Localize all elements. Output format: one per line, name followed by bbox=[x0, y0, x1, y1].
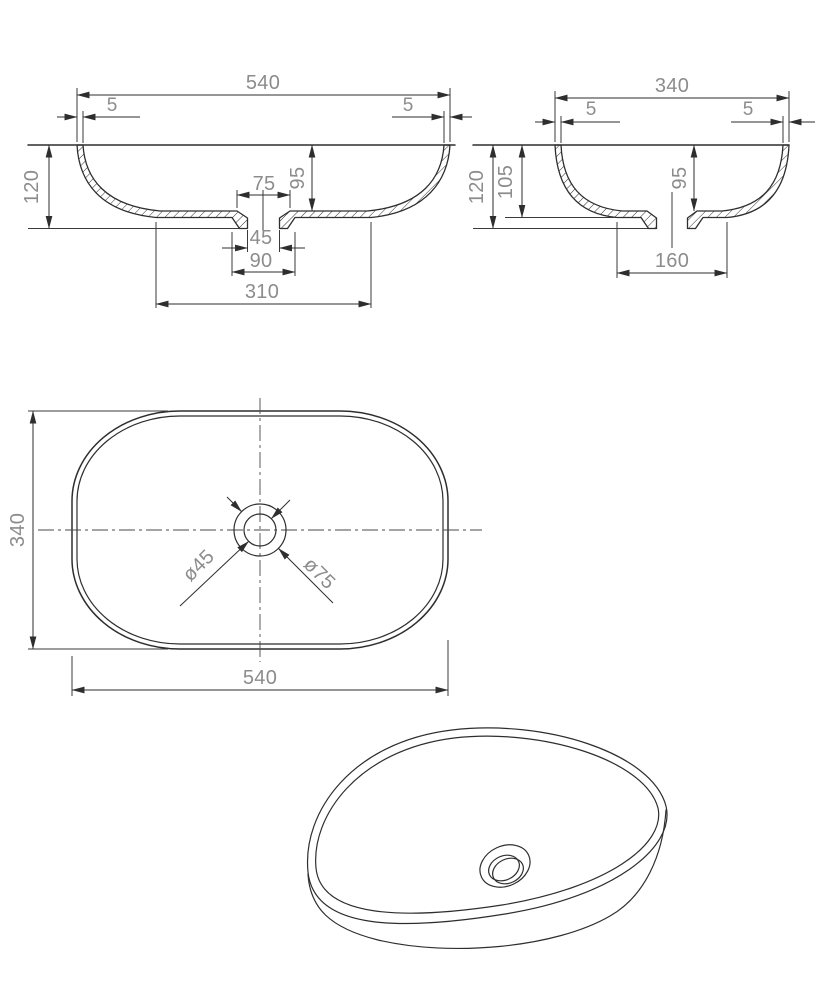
dim-front-overall-width: 540 bbox=[245, 72, 281, 94]
perspective-drain-recess bbox=[473, 837, 537, 895]
dim-front-drain-boss: 90 bbox=[249, 250, 273, 272]
front-wall-left-section bbox=[77, 145, 248, 229]
side-wall-left-section bbox=[555, 145, 657, 229]
perspective-body-silhouette bbox=[308, 810, 666, 948]
dim-plan-drain-recess-dia: ø75 bbox=[298, 553, 340, 595]
dim-plan-drain-hole-dia: ø45 bbox=[178, 545, 220, 587]
dim-plan-length: 540 bbox=[242, 667, 278, 689]
dim-front-drain-hole: 45 bbox=[249, 227, 273, 249]
dim-front-overall-height: 120 bbox=[21, 169, 43, 205]
leader-line bbox=[271, 500, 290, 519]
dim-side-overall-width: 340 bbox=[654, 75, 690, 97]
side-section-view bbox=[466, 75, 815, 278]
dim-side-base-width: 160 bbox=[654, 250, 690, 272]
dim-front-bowl-depth: 95 bbox=[287, 166, 309, 190]
dim-front-rim-left: 5 bbox=[106, 95, 118, 116]
dim-front-drain-top-width: 75 bbox=[252, 173, 276, 195]
side-dimensions bbox=[466, 75, 815, 278]
dim-side-rim-left: 5 bbox=[585, 99, 597, 120]
perspective-outer-rim bbox=[308, 728, 668, 924]
perspective-drain-hole-rim bbox=[484, 850, 523, 885]
perspective-view bbox=[308, 728, 668, 949]
front-dimensions bbox=[21, 72, 472, 308]
dim-side-rim-right: 5 bbox=[742, 99, 754, 120]
dim-plan-width: 340 bbox=[7, 512, 29, 548]
plan-dimensions bbox=[7, 411, 448, 696]
perspective-drain-hole bbox=[488, 853, 527, 888]
dim-side-overall-height: 120 bbox=[466, 169, 488, 205]
plan-view bbox=[7, 398, 482, 696]
dim-side-bowl-depth: 95 bbox=[669, 166, 691, 190]
side-wall-right-section bbox=[688, 145, 790, 229]
front-section-view bbox=[21, 72, 472, 308]
perspective-inner-rim bbox=[316, 736, 659, 913]
dim-side-outer-height: 105 bbox=[495, 164, 517, 200]
dim-front-rim-right: 5 bbox=[402, 95, 414, 116]
dim-front-base-width: 310 bbox=[244, 281, 280, 303]
leader-line bbox=[227, 497, 242, 512]
